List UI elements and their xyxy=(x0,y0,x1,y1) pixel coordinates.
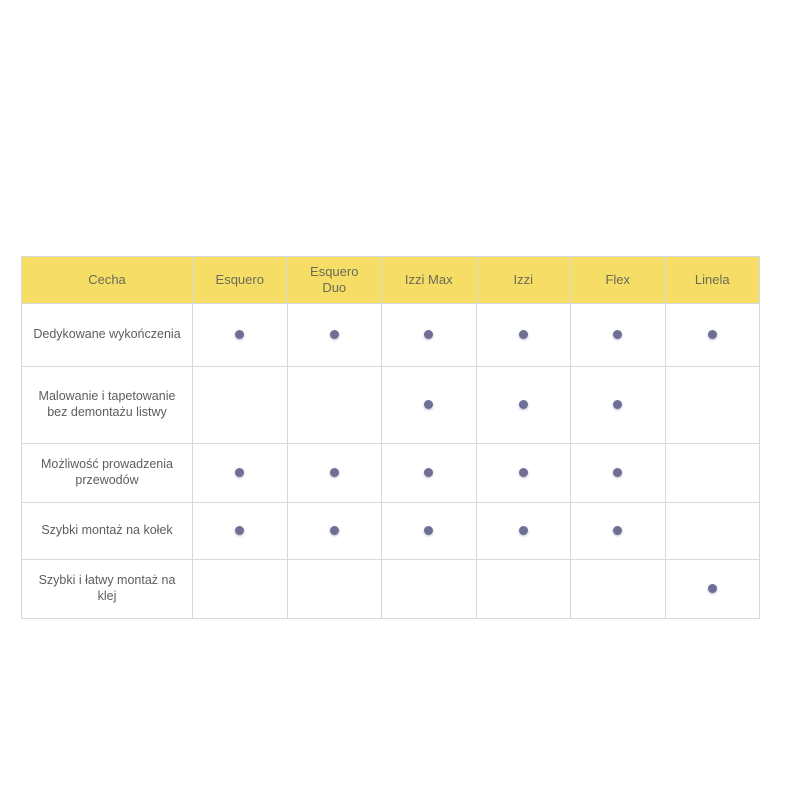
filled-dot-icon xyxy=(424,468,433,477)
column-header-esquero-duo-line1: Esquero xyxy=(310,264,359,280)
mark-cell xyxy=(476,304,571,367)
filled-dot-icon xyxy=(330,468,339,477)
column-header-esquero: Esquero xyxy=(193,257,288,304)
filled-dot-icon xyxy=(519,526,528,535)
table-body xyxy=(22,304,760,619)
filled-dot-icon xyxy=(235,526,244,535)
filled-dot-icon xyxy=(424,526,433,535)
column-header-izzi: Izzi xyxy=(476,257,571,304)
mark-cell xyxy=(571,304,666,367)
column-header-izzi-max: Izzi Max xyxy=(382,257,477,304)
mark-cell xyxy=(571,560,666,619)
feature-comparison-table xyxy=(21,256,760,619)
comparison-table-wrapper xyxy=(21,256,760,619)
filled-dot-icon xyxy=(613,468,622,477)
mark-cell xyxy=(193,304,288,367)
table-header xyxy=(22,257,760,304)
mark-cell xyxy=(571,367,666,444)
mark-cell xyxy=(382,367,477,444)
mark-cell xyxy=(665,304,760,367)
mark-cell xyxy=(476,444,571,503)
mark-cell xyxy=(665,503,760,560)
filled-dot-icon xyxy=(424,400,433,409)
mark-cell xyxy=(665,367,760,444)
mark-cell xyxy=(287,560,382,619)
mark-cell xyxy=(193,503,288,560)
mark-cell xyxy=(382,503,477,560)
column-header-linela: Linela xyxy=(665,257,760,304)
filled-dot-icon xyxy=(235,468,244,477)
mark-cell xyxy=(287,503,382,560)
filled-dot-icon xyxy=(519,330,528,339)
feature-label: Możliwość prowadzenia przewodów xyxy=(22,444,193,503)
mark-cell xyxy=(193,367,288,444)
mark-cell xyxy=(665,560,760,619)
feature-label: Dedykowane wykończenia xyxy=(22,304,193,367)
filled-dot-icon xyxy=(424,330,433,339)
mark-cell xyxy=(571,503,666,560)
mark-cell xyxy=(476,560,571,619)
filled-dot-icon xyxy=(330,330,339,339)
mark-cell xyxy=(287,367,382,444)
column-header-esquero-duo xyxy=(287,257,382,304)
feature-label: Malowanie i tapetowanie bez demontażu listwy xyxy=(22,367,193,444)
mark-cell xyxy=(571,444,666,503)
mark-cell xyxy=(476,367,571,444)
mark-cell xyxy=(193,560,288,619)
mark-cell xyxy=(382,560,477,619)
table-row xyxy=(22,560,760,619)
filled-dot-icon xyxy=(708,584,717,593)
mark-cell xyxy=(382,444,477,503)
table-row xyxy=(22,367,760,444)
column-header-feature: Cecha xyxy=(22,257,193,304)
column-header-flex: Flex xyxy=(571,257,666,304)
filled-dot-icon xyxy=(613,526,622,535)
table-row xyxy=(22,503,760,560)
filled-dot-icon xyxy=(708,330,717,339)
mark-cell xyxy=(287,444,382,503)
filled-dot-icon xyxy=(519,468,528,477)
table-row xyxy=(22,304,760,367)
mark-cell xyxy=(287,304,382,367)
filled-dot-icon xyxy=(519,400,528,409)
filled-dot-icon xyxy=(330,526,339,535)
feature-label: Szybki montaż na kołek xyxy=(22,503,193,560)
mark-cell xyxy=(193,444,288,503)
table-row xyxy=(22,444,760,503)
feature-label: Szybki i łatwy montaż na klej xyxy=(22,560,193,619)
column-header-esquero-duo-line2: Duo xyxy=(322,280,347,295)
filled-dot-icon xyxy=(613,330,622,339)
mark-cell xyxy=(382,304,477,367)
filled-dot-icon xyxy=(613,400,622,409)
mark-cell xyxy=(665,444,760,503)
mark-cell xyxy=(476,503,571,560)
filled-dot-icon xyxy=(235,330,244,339)
table-header-row xyxy=(22,257,760,304)
